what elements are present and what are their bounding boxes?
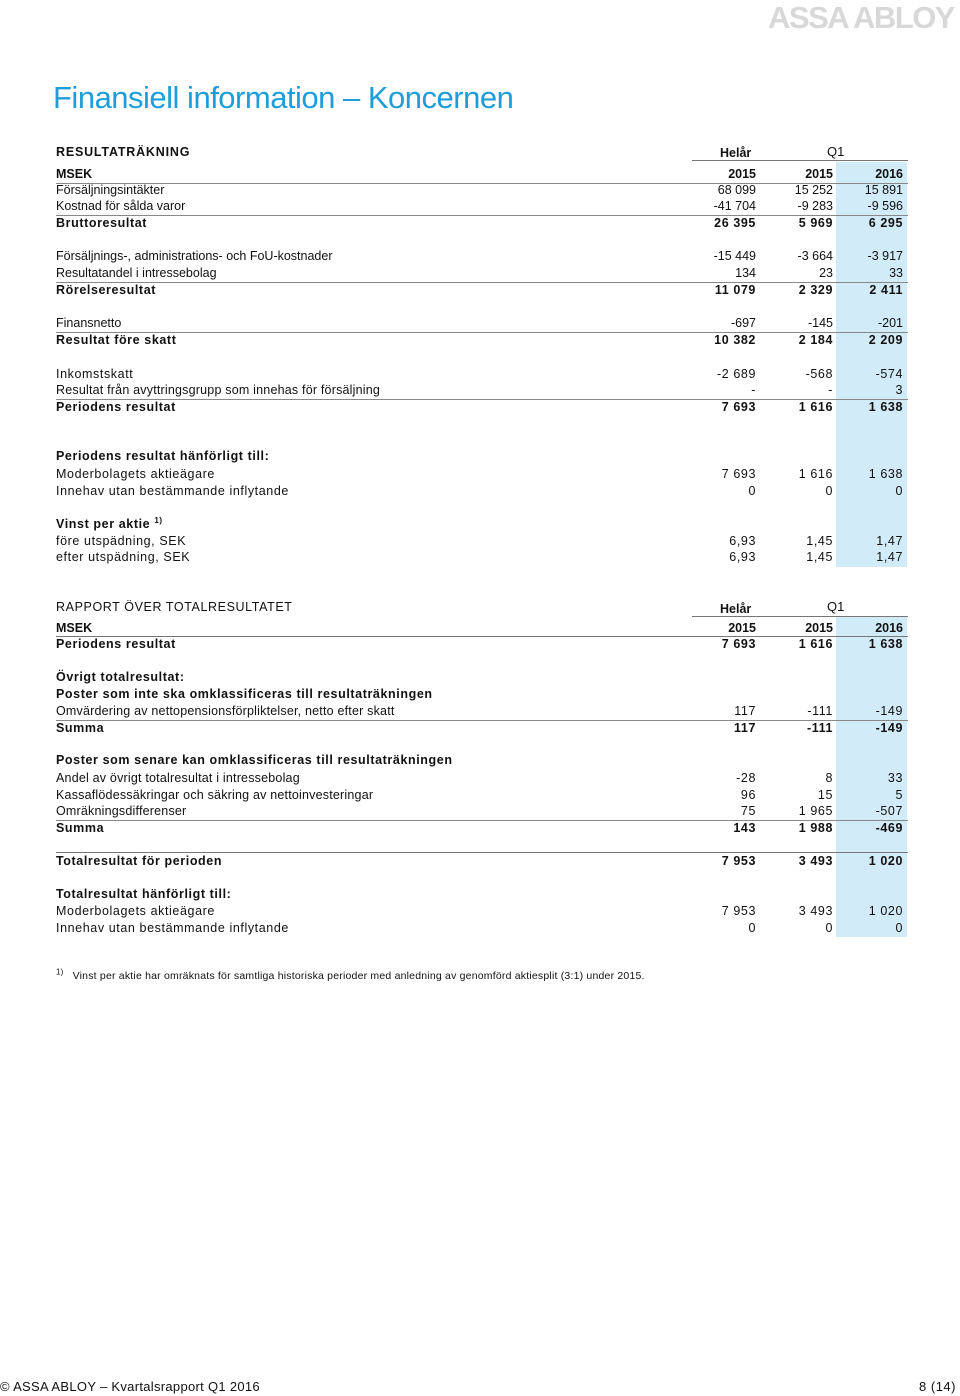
reclass-heading: Poster som senare kan omklassificeras till resultaträkningen: [56, 753, 453, 767]
footnote-mark: 1): [56, 967, 64, 977]
row-label: Försäljnings-, administrations- och FoU-kostnader: [56, 249, 333, 263]
eps-heading-row: [56, 516, 908, 533]
value-q1-2015: -145: [807, 316, 833, 330]
value-q1-2015: 15: [817, 788, 833, 802]
value-helar-2015: -2 689: [716, 367, 756, 381]
table-row: [56, 903, 908, 920]
value-q1-2016: 6 295: [868, 216, 903, 230]
value-helar-2015: 7 693: [721, 467, 756, 481]
table-row: [56, 466, 908, 483]
value-helar-2015: -: [751, 383, 756, 397]
table-row: [56, 703, 908, 721]
value-q1-2015: 2 184: [798, 333, 833, 347]
year-q1-2015: 2015: [805, 167, 833, 181]
value-q1-2015: 1 616: [798, 400, 833, 414]
table-row: [56, 533, 908, 550]
not-reclass-heading: Poster som inte ska omklassificeras till resultaträkningen: [56, 687, 433, 701]
other-heading: Övrigt totalresultat:: [56, 670, 185, 684]
table-row: [56, 182, 908, 199]
value-q1-2015: 1 988: [798, 821, 833, 835]
table-row: [56, 382, 908, 400]
footnote-mark: 1): [154, 515, 163, 525]
row-label: Försäljningsintäkter: [56, 183, 165, 197]
value-helar-2015: 7 953: [721, 854, 756, 868]
footnote-text: Vinst per aktie har omräknats för samtliga historiska perioder med anledning av genomförd aktiesplit (3:1) under 2015.: [72, 970, 645, 982]
value-q1-2015: 23: [819, 266, 833, 280]
table-row: [56, 787, 908, 804]
header-rule: [692, 616, 908, 617]
year-q1-2016: 2016: [875, 621, 903, 635]
value-helar-2015: 7 693: [721, 637, 756, 651]
unit-label: MSEK: [56, 167, 93, 181]
year-q1-2015: 2015: [805, 621, 833, 635]
value-q1-2016: 2 411: [869, 283, 903, 297]
value-q1-2016: -9 596: [867, 199, 903, 213]
table-row: [56, 282, 908, 299]
value-q1-2016: -149: [875, 721, 903, 735]
q1-header: Q1: [827, 144, 845, 159]
table-row: [56, 853, 908, 870]
value-q1-2016: 0: [895, 484, 903, 498]
helar-header: Helår: [720, 602, 752, 616]
value-helar-2015: -41 704: [713, 199, 756, 213]
value-q1-2015: 1 965: [798, 804, 833, 818]
table-row: [56, 366, 908, 383]
row-label: Andel av övrigt totalresultat i intressebolag: [56, 771, 300, 785]
row-label: Periodens resultat: [56, 400, 176, 414]
row-label: Moderbolagets aktieägare: [56, 467, 215, 481]
row-label: Omvärdering av nettopensionsförpliktelser, netto efter skatt: [56, 704, 395, 718]
table-row: [56, 215, 908, 232]
value-q1-2015: 3 493: [798, 854, 833, 868]
value-q1-2015: 3 493: [798, 904, 833, 918]
value-helar-2015: 75: [740, 804, 756, 818]
value-helar-2015: 143: [733, 821, 756, 835]
value-q1-2016: 3: [895, 383, 903, 397]
value-q1-2015: 0: [825, 921, 833, 935]
value-q1-2015: 8: [825, 771, 833, 785]
value-q1-2016: -469: [875, 821, 903, 835]
table-row: [56, 265, 908, 283]
value-helar-2015: 11 079: [714, 283, 756, 297]
row-label: Kassaflödessäkringar och säkring av nettoinvesteringar: [56, 788, 374, 802]
year-q1-2016: 2016: [875, 167, 903, 181]
value-q1-2016: -149: [875, 704, 903, 718]
row-label: Inkomstskatt: [56, 367, 134, 381]
value-q1-2015: 1 616: [798, 467, 833, 481]
table-row: [56, 399, 908, 416]
page-number: 8 (14): [919, 1379, 956, 1394]
value-helar-2015: 7 953: [721, 904, 756, 918]
value-helar-2015: 10 382: [714, 333, 756, 347]
table-row: [56, 636, 908, 653]
footnote: [56, 967, 645, 982]
value-q1-2015: -: [828, 383, 833, 397]
value-q1-2016: 1 638: [868, 400, 903, 414]
table-row: [56, 820, 908, 837]
helar-header: Helår: [720, 146, 752, 160]
unit-label: MSEK: [56, 621, 93, 635]
brand-logo: ASSA ABLOY: [768, 0, 954, 35]
attributable-heading-row: [56, 886, 908, 903]
value-helar-2015: 134: [735, 266, 756, 280]
attributable-heading: Totalresultat hänförligt till:: [56, 887, 232, 901]
eps-heading: [56, 516, 163, 533]
row-label: Innehav utan bestämmande inflytande: [56, 921, 289, 935]
value-q1-2015: 1 616: [798, 637, 833, 651]
attributable-heading-row: [56, 448, 908, 465]
value-q1-2015: -568: [805, 367, 833, 381]
value-q1-2015: 0: [825, 484, 833, 498]
row-label: Innehav utan bestämmande inflytande: [56, 484, 289, 498]
value-q1-2016: -574: [875, 367, 903, 381]
row-label: Resultat före skatt: [56, 333, 177, 347]
value-q1-2015: 1,45: [806, 534, 833, 548]
value-q1-2016: -201: [877, 316, 903, 330]
value-q1-2015: 1,45: [806, 550, 833, 564]
value-q1-2016: 2 209: [868, 333, 903, 347]
value-helar-2015: 117: [734, 721, 756, 735]
value-q1-2015: -3 664: [797, 249, 833, 263]
row-label: efter utspädning, SEK: [56, 550, 191, 564]
row-label: Kostnad för sålda varor: [56, 199, 186, 213]
comprehensive-heading: RAPPORT ÖVER TOTALRESULTATET: [56, 600, 293, 614]
attributable-heading: Periodens resultat hänförligt till:: [56, 449, 270, 463]
value-helar-2015: 96: [740, 788, 756, 802]
row-label: Resultat från avyttringsgrupp som innehas för försäljning: [56, 383, 381, 397]
table-row: [56, 332, 908, 349]
header-rule: [692, 160, 908, 161]
value-q1-2016: 0: [895, 921, 903, 935]
comprehensive-heading-row: [56, 599, 908, 616]
row-label: Periodens resultat: [56, 637, 176, 651]
reclass-heading-row: [56, 752, 908, 769]
value-q1-2016: 15 891: [864, 183, 903, 197]
row-label: Bruttoresultat: [56, 216, 148, 230]
value-helar-2015: 0: [748, 921, 756, 935]
eps-heading-text: Vinst per aktie: [56, 517, 151, 531]
table-row: [56, 483, 908, 500]
other-heading-row: [56, 669, 908, 686]
year-helar-2015: 2015: [728, 167, 756, 181]
footer-copyright: © ASSA ABLOY – Kvartalsrapport Q1 2016: [0, 1379, 260, 1394]
value-helar-2015: 26 395: [714, 216, 756, 230]
value-q1-2016: 1 020: [868, 904, 903, 918]
comprehensive-years-row: [56, 620, 908, 637]
value-helar-2015: 0: [748, 484, 756, 498]
table-row: [56, 920, 908, 937]
row-label: Summa: [56, 721, 105, 735]
value-helar-2015: 68 099: [717, 183, 756, 197]
value-q1-2016: 1 020: [868, 854, 903, 868]
table-row: [56, 770, 908, 787]
q1-header: Q1: [827, 599, 845, 614]
value-helar-2015: 7 693: [721, 400, 756, 414]
value-helar-2015: -697: [730, 316, 756, 330]
value-q1-2015: -111: [806, 721, 833, 735]
year-helar-2015: 2015: [728, 621, 756, 635]
table-row: [56, 803, 908, 821]
row-label: Rörelseresultat: [56, 283, 157, 297]
table-row: [56, 315, 908, 333]
value-q1-2016: 33: [889, 266, 903, 280]
table-row: [56, 248, 908, 265]
row-label: Totalresultat för perioden: [56, 854, 223, 868]
table-row: [56, 198, 908, 216]
value-q1-2016: -3 917: [867, 249, 903, 263]
value-helar-2015: -15 449: [713, 249, 756, 263]
value-q1-2016: 33: [887, 771, 903, 785]
row-label: Omräkningsdifferenser: [56, 804, 187, 818]
value-q1-2016: -507: [875, 804, 903, 818]
value-helar-2015: 6,93: [729, 534, 756, 548]
row-label: Moderbolagets aktieägare: [56, 904, 215, 918]
value-q1-2016: 1,47: [876, 550, 903, 564]
row-label: Resultatandel i intressebolag: [56, 266, 217, 280]
not-reclass-heading-row: [56, 686, 908, 703]
value-q1-2015: -111: [807, 704, 833, 718]
value-helar-2015: 117: [734, 704, 756, 718]
value-helar-2015: -28: [736, 771, 756, 785]
value-q1-2015: -9 283: [797, 199, 833, 213]
table-row: [56, 549, 908, 566]
row-label: Summa: [56, 821, 105, 835]
value-q1-2016: 1 638: [868, 467, 903, 481]
row-label: före utspädning, SEK: [56, 534, 187, 548]
value-q1-2015: 2 329: [798, 283, 833, 297]
page-title: Finansiell information – Koncernen: [53, 80, 514, 115]
value-q1-2016: 1,47: [876, 534, 903, 548]
table-row: [56, 720, 908, 737]
value-q1-2016: 5: [895, 788, 903, 802]
value-helar-2015: 6,93: [729, 550, 756, 564]
value-q1-2015: 5 969: [798, 216, 833, 230]
value-q1-2016: 1 638: [868, 637, 903, 651]
value-q1-2015: 15 252: [794, 183, 833, 197]
income-heading: RESULTATRÄKNING: [56, 145, 191, 159]
row-label: Finansnetto: [56, 316, 122, 330]
income-heading-row: [56, 144, 908, 161]
